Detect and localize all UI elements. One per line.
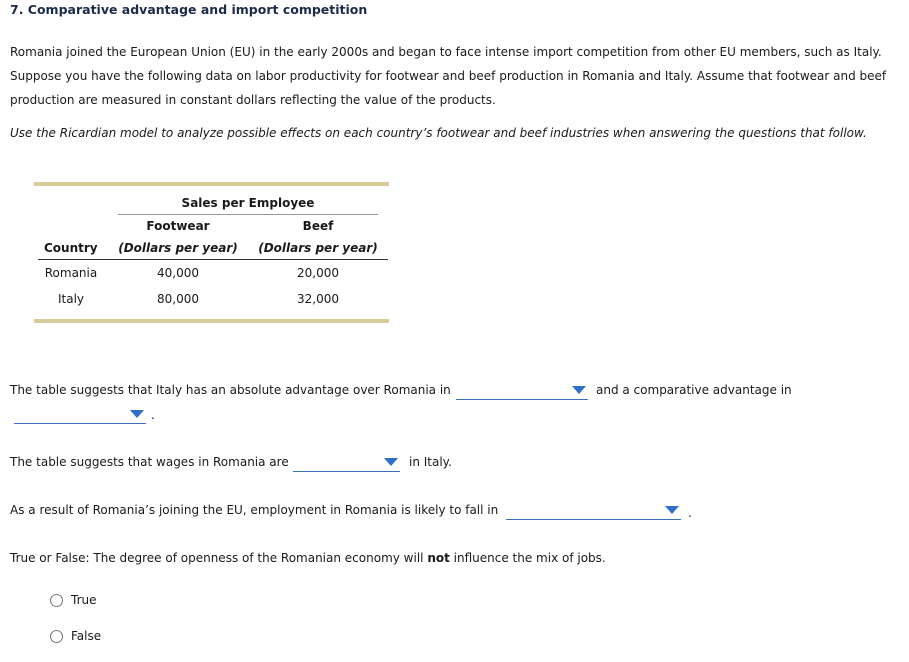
q1-period: . [151, 408, 155, 422]
q4-option-false-label: False [71, 629, 102, 643]
q1-comparative-advantage-dropdown[interactable] [14, 405, 146, 424]
table-top-rule [34, 182, 389, 186]
table-row-italy-beef: 32,000 [297, 292, 339, 306]
q4-text-before: True or False: The degree of openness of the Romanian economy will [10, 551, 428, 565]
q3-text-part1: As a result of Romania’s joining the EU, employment in Romania is likely to fall in [10, 503, 499, 517]
table-row-romania-footwear: 40,000 [157, 266, 199, 280]
intro-line-2: Suppose you have the following data on labor productivity for footwear and beef production in Romania and Italy. Assume that footwear and beef [10, 69, 887, 83]
q3-employment-dropdown[interactable] [506, 501, 681, 520]
intro-line-3: production are measured in constant dollars reflecting the value of the products. [10, 93, 496, 107]
q3-period: . [688, 506, 692, 520]
chevron-down-icon [665, 506, 679, 514]
radio-button-icon[interactable] [50, 594, 63, 607]
table-header-footwear: Footwear [146, 219, 210, 233]
q1-text-part2: and a comparative advantage in [596, 383, 792, 397]
radio-button-icon[interactable] [50, 630, 63, 643]
table-header-footwear-unit: (Dollars per year) [118, 241, 238, 255]
table-header-beef-unit: (Dollars per year) [258, 241, 378, 255]
table-group-header: Sales per Employee [181, 196, 315, 210]
q4-text [10, 551, 606, 565]
chevron-down-icon [384, 458, 398, 466]
table-bottom-rule [34, 319, 389, 323]
q1-absolute-advantage-dropdown[interactable] [456, 381, 588, 400]
table-row-italy-footwear: 80,000 [157, 292, 199, 306]
q2-wages-dropdown[interactable] [293, 453, 400, 472]
table-header-country: Country [44, 241, 98, 255]
chevron-down-icon [130, 410, 144, 418]
table-row-italy-country: Italy [57, 292, 85, 306]
q2-text-part1: The table suggests that wages in Romania are [10, 455, 289, 469]
instruction-text: Use the Ricardian model to analyze possible effects on each country’s footwear and beef industries when answering the questions that follow. [10, 126, 867, 140]
q2-text-part2: in Italy. [409, 455, 452, 469]
table-header-beef: Beef [302, 219, 334, 233]
q4-option-true-label: True [71, 593, 97, 607]
intro-line-1: Romania joined the European Union (EU) in the early 2000s and began to face intense import competition from other EU members, such as Italy. [10, 45, 882, 59]
intro-paragraph [10, 40, 900, 112]
q4-option-false[interactable] [50, 629, 101, 643]
q4-text-after: influence the mix of jobs. [449, 551, 606, 565]
q1-text-part1: The table suggests that Italy has an absolute advantage over Romania in [10, 383, 451, 397]
table-header-divider [38, 259, 388, 260]
table-group-divider [118, 214, 378, 215]
table-row-romania-beef: 20,000 [297, 266, 339, 280]
q4-text-emphasis: not [427, 551, 450, 565]
chevron-down-icon [572, 386, 586, 394]
table-row-romania-country: Romania [44, 266, 98, 280]
q4-option-true[interactable] [50, 593, 97, 607]
question-title: 7. Comparative advantage and import competition [10, 2, 368, 17]
